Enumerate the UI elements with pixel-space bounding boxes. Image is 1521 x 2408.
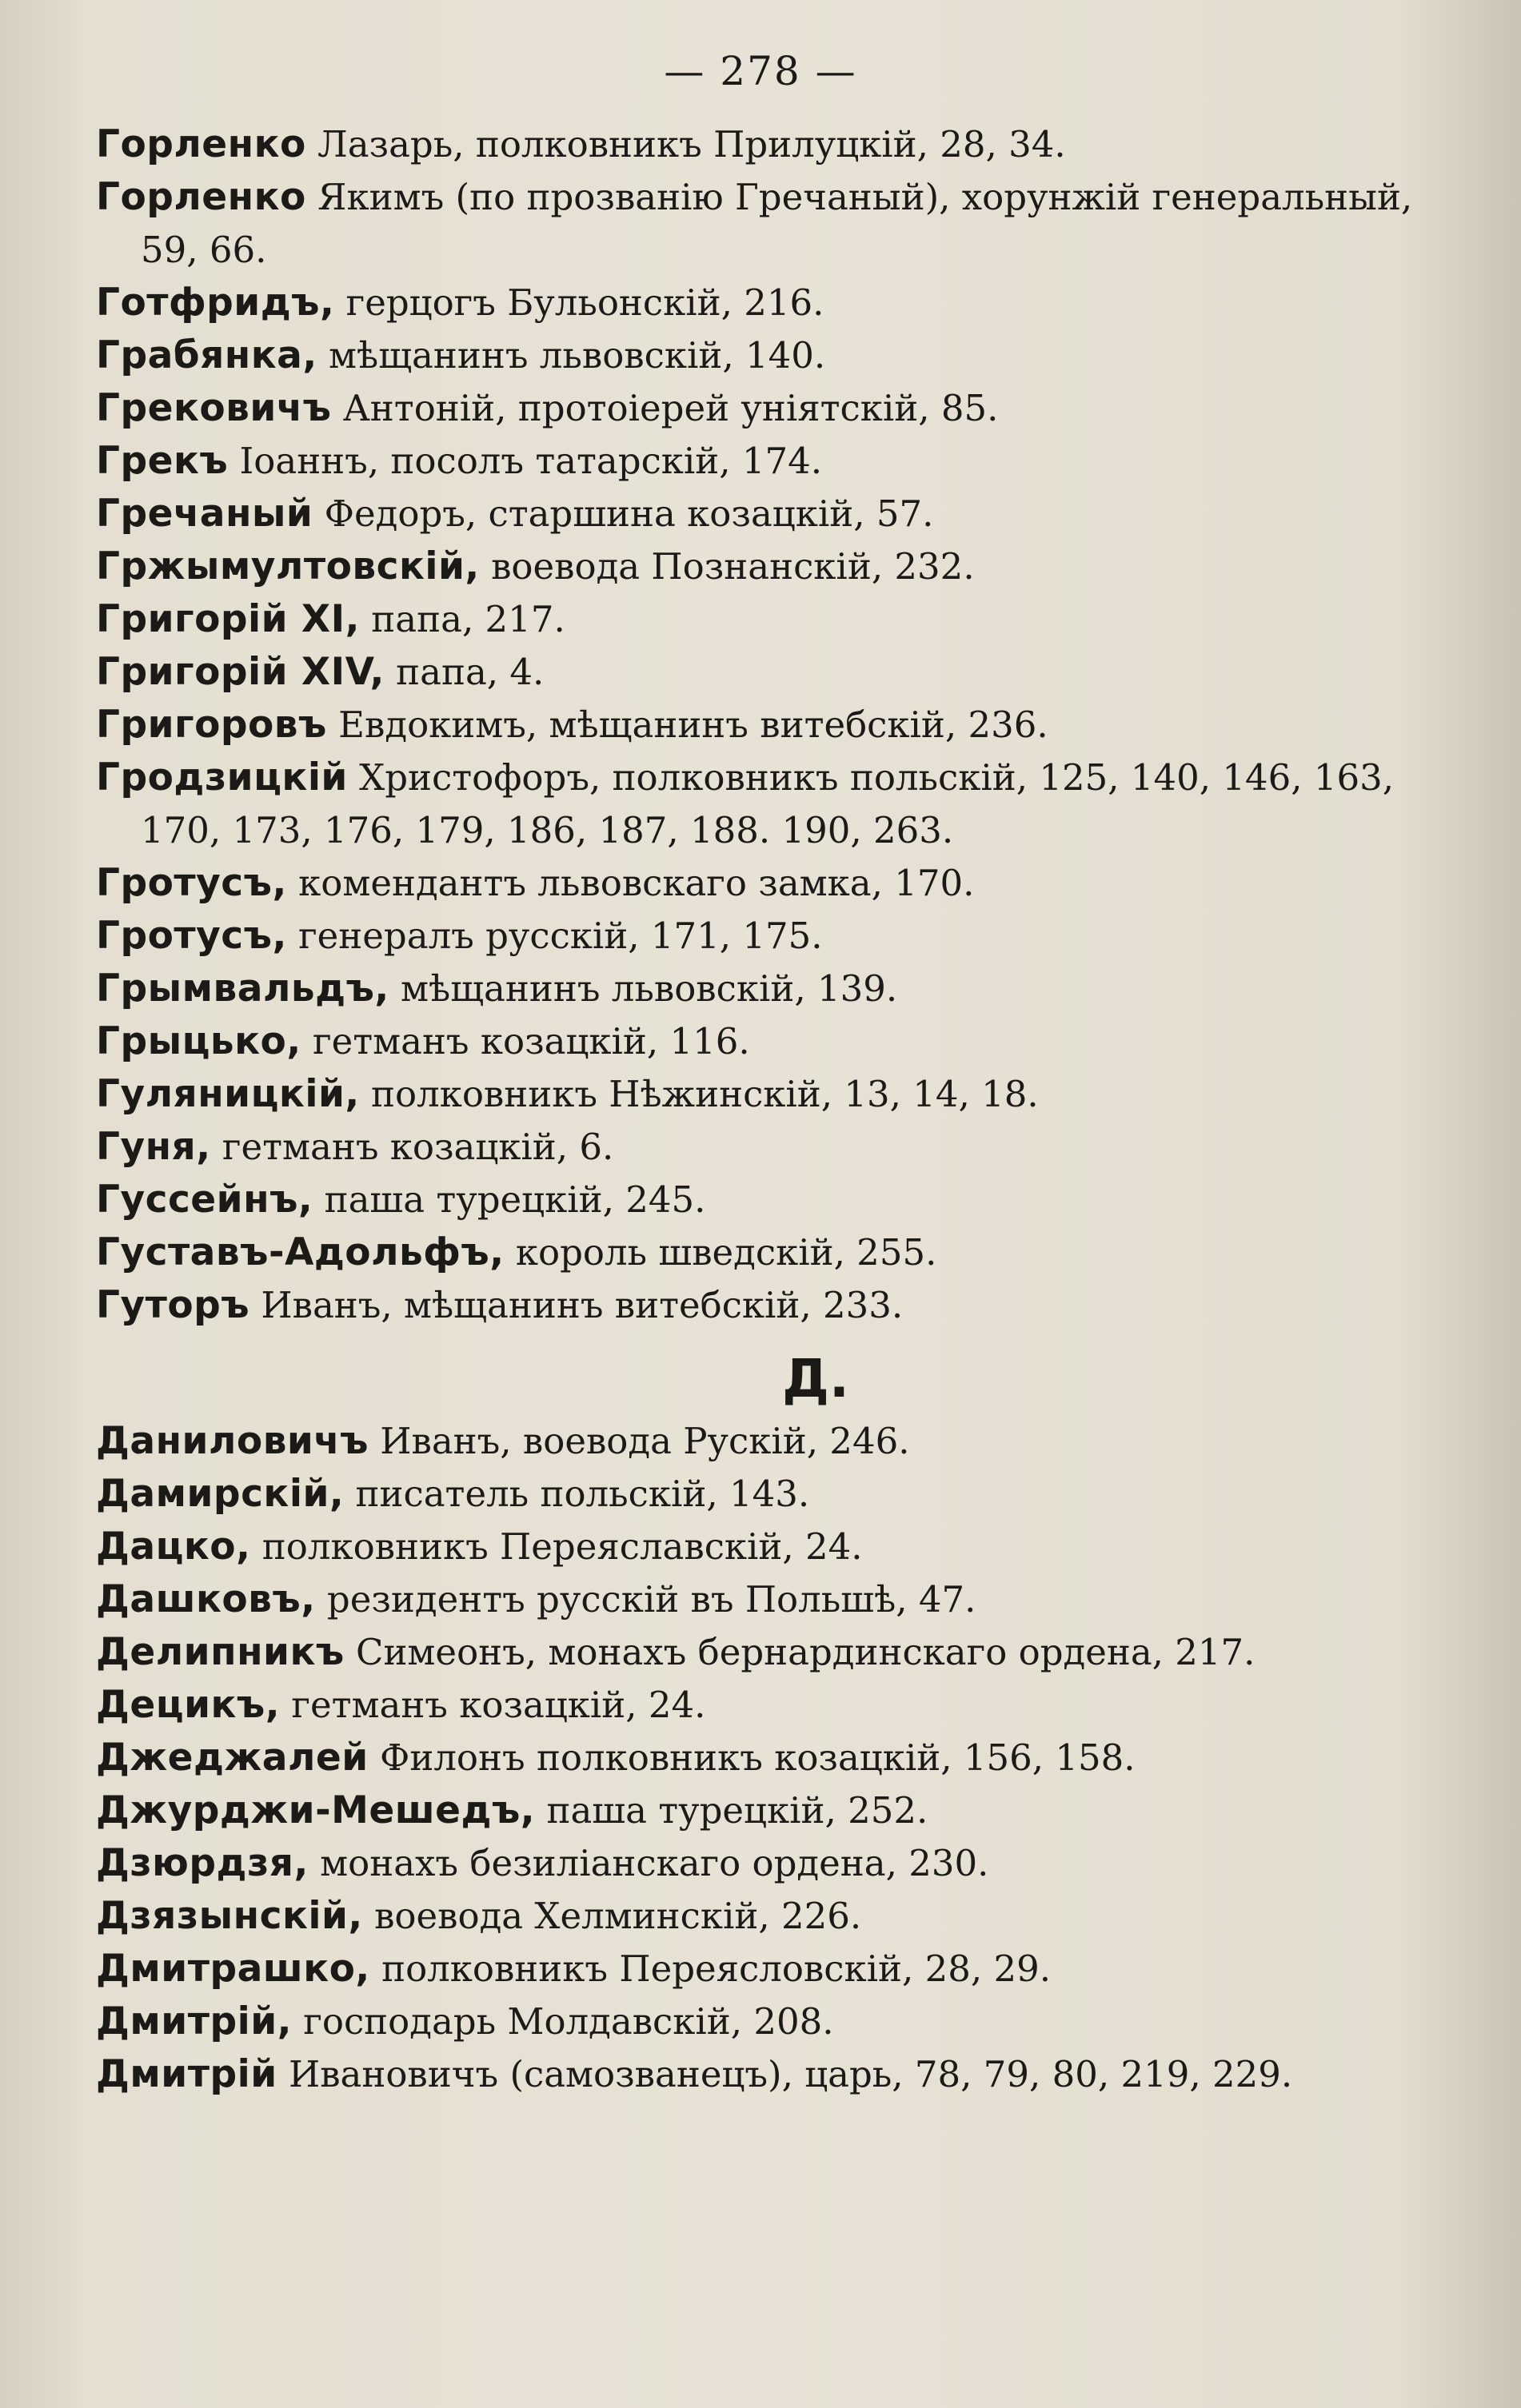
index-entry xyxy=(96,1626,1471,1679)
entry-description: Ивановичъ (самозванецъ), царь, 78, 79, 80, 219, 229. xyxy=(277,2053,1293,2095)
entry-name: Грекъ xyxy=(96,439,229,483)
index-entry xyxy=(96,1890,1471,1943)
index-entry xyxy=(96,1015,1471,1068)
entry-name: Грабянка, xyxy=(96,333,317,377)
index-entry xyxy=(96,329,1471,382)
entry-name: Грыцько, xyxy=(96,1019,301,1063)
entry-description: Іоаннъ, посолъ татарскій, 174. xyxy=(228,440,823,482)
index-entry xyxy=(96,1943,1471,1995)
entry-name: Григорій XIV, xyxy=(96,650,385,694)
index-entry xyxy=(96,1468,1471,1521)
index-entry xyxy=(96,2048,1471,2101)
entry-description: Филонъ полковникъ козацкій, 156, 158. xyxy=(368,1736,1136,1779)
entry-description: Антоній, протоіерей уніятскій, 85. xyxy=(331,387,999,429)
entry-description: комендантъ львовскаго замка, 170. xyxy=(286,862,975,904)
entry-description: Симеонъ, монахъ бернардинскаго ордена, 217. xyxy=(344,1631,1256,1673)
index-entry xyxy=(96,1226,1471,1279)
index-entry xyxy=(96,963,1471,1015)
index-entry xyxy=(96,699,1471,752)
page-number: — 278 — xyxy=(664,48,857,94)
entry-description: мѣщанинъ львовскій, 140. xyxy=(317,334,826,377)
entry-name: Гуляницкій, xyxy=(96,1072,360,1116)
index-entry xyxy=(96,171,1471,277)
entry-description: Лазарь, полковникъ Прилуцкій, 28, 34. xyxy=(305,123,1066,165)
entry-name: Дмитрій xyxy=(96,2052,277,2096)
entry-description: мѣщанинъ львовскій, 139. xyxy=(389,967,898,1010)
entry-description: генералъ русскій, 171, 175. xyxy=(286,915,823,957)
entry-description: воевода Хелминскій, 226. xyxy=(362,1895,862,1937)
index-entry xyxy=(96,1679,1471,1732)
entry-description: папа, 4. xyxy=(384,651,545,693)
index-entry xyxy=(96,1995,1471,2048)
section-letter-d: Д. xyxy=(782,1348,849,1409)
entry-description: господарь Молдавскій, 208. xyxy=(292,2000,834,2043)
index-entry xyxy=(96,1068,1471,1121)
entry-name: Дмитрашко, xyxy=(96,1947,370,1991)
entry-description: монахъ безиліанскаго ордена, 230. xyxy=(308,1842,989,1884)
entry-description: воевода Познанскій, 232. xyxy=(479,545,975,588)
index-entry xyxy=(96,1521,1471,1573)
index-entry xyxy=(96,1174,1471,1226)
index-entry xyxy=(96,1279,1471,1332)
entry-name: Дзязынскій, xyxy=(96,1894,363,1938)
entry-name: Дацко, xyxy=(96,1525,251,1569)
index-entry xyxy=(96,857,1471,910)
entry-name: Децикъ, xyxy=(96,1683,281,1727)
index-group-d xyxy=(96,1415,1471,2101)
index-entry xyxy=(96,1415,1471,1468)
entry-description: Христофоръ, полковникъ польскій, 125, 140, 146, 163, 170, 173, 176, 179, 186, 187, 188. 190, 263. xyxy=(141,756,1395,851)
entry-name: Григорій XI, xyxy=(96,597,360,641)
entry-name: Джурджи-Мешедъ, xyxy=(96,1788,536,1832)
entry-name: Грымвальдъ, xyxy=(96,967,389,1011)
entry-description: гетманъ козацкій, 116. xyxy=(301,1020,750,1062)
index-entry xyxy=(96,1573,1471,1626)
index-entry xyxy=(96,540,1471,593)
entry-description: резидентъ русскій въ Польшѣ, 47. xyxy=(315,1578,976,1621)
entry-description: Федоръ, старшина козацкій, 57. xyxy=(313,492,934,535)
index-entry xyxy=(96,382,1471,435)
index-entry xyxy=(96,488,1471,540)
entry-name: Гродзицкій xyxy=(96,755,348,799)
entry-description: Якимъ (по прозванію Гречаный), хорунжій генеральный, 59, 66. xyxy=(141,176,1413,271)
index-entry xyxy=(96,752,1471,857)
entry-description: паша турецкій, 252. xyxy=(535,1789,928,1832)
entry-name: Гротусъ, xyxy=(96,914,287,958)
entry-description: гетманъ козацкій, 6. xyxy=(210,1126,614,1168)
entry-name: Дзюрдзя, xyxy=(96,1841,309,1885)
entry-name: Гротусъ, xyxy=(96,861,287,905)
entry-description: Иванъ, мѣщанинъ витебскій, 233. xyxy=(250,1284,904,1326)
entry-description: гетманъ козацкій, 24. xyxy=(280,1684,706,1726)
entry-name: Дашковъ, xyxy=(96,1577,316,1621)
entry-name: Дмитрій, xyxy=(96,1999,292,2043)
entry-name: Гуторъ xyxy=(96,1283,250,1327)
index-group-g xyxy=(96,118,1471,1332)
index-entry xyxy=(96,593,1471,646)
entry-name: Густавъ-Адольфъ, xyxy=(96,1230,505,1274)
entry-description: герцогъ Бульонскій, 216. xyxy=(334,281,824,324)
index-entry xyxy=(96,1732,1471,1784)
entry-name: Григоровъ xyxy=(96,703,327,747)
entry-name: Грековичъ xyxy=(96,386,332,430)
entry-name: Горленко xyxy=(96,175,306,219)
index-entry xyxy=(96,1784,1471,1837)
index-entry xyxy=(96,646,1471,699)
entry-name: Делипникъ xyxy=(96,1630,345,1674)
entry-name: Даниловичъ xyxy=(96,1419,369,1463)
entry-description: писатель польскій, 143. xyxy=(344,1473,810,1515)
index-entry xyxy=(96,910,1471,963)
index-entry xyxy=(96,435,1471,488)
entry-name: Джеджалей xyxy=(96,1736,369,1780)
entry-name: Гуссейнъ, xyxy=(96,1178,313,1222)
entry-description: полковникъ Нѣжинскій, 13, 14, 18. xyxy=(359,1073,1039,1115)
entry-description: Евдокимъ, мѣщанинъ витебскій, 236. xyxy=(326,704,1048,746)
index-entry xyxy=(96,1837,1471,1890)
entry-description: Иванъ, воевода Рускій, 246. xyxy=(368,1420,910,1462)
entry-name: Гуня, xyxy=(96,1125,211,1169)
entry-description: король шведскій, 255. xyxy=(504,1231,937,1274)
index-entry xyxy=(96,1121,1471,1174)
entry-name: Дамирскій, xyxy=(96,1472,345,1516)
entry-description: полковникъ Переясловскій, 28, 29. xyxy=(369,1948,1052,1990)
entry-description: полковникъ Переяславскій, 24. xyxy=(250,1525,863,1568)
entry-description: папа, 217. xyxy=(360,598,565,640)
entry-description: паша турецкій, 245. xyxy=(313,1178,706,1221)
entry-name: Горленко xyxy=(96,122,306,166)
entry-name: Готфридъ, xyxy=(96,281,335,325)
index-entry xyxy=(96,277,1471,329)
index-entry xyxy=(96,118,1471,171)
entry-name: Гржымултовскій, xyxy=(96,544,480,588)
index-entries xyxy=(96,118,1471,2101)
entry-name: Гречаный xyxy=(96,492,313,536)
